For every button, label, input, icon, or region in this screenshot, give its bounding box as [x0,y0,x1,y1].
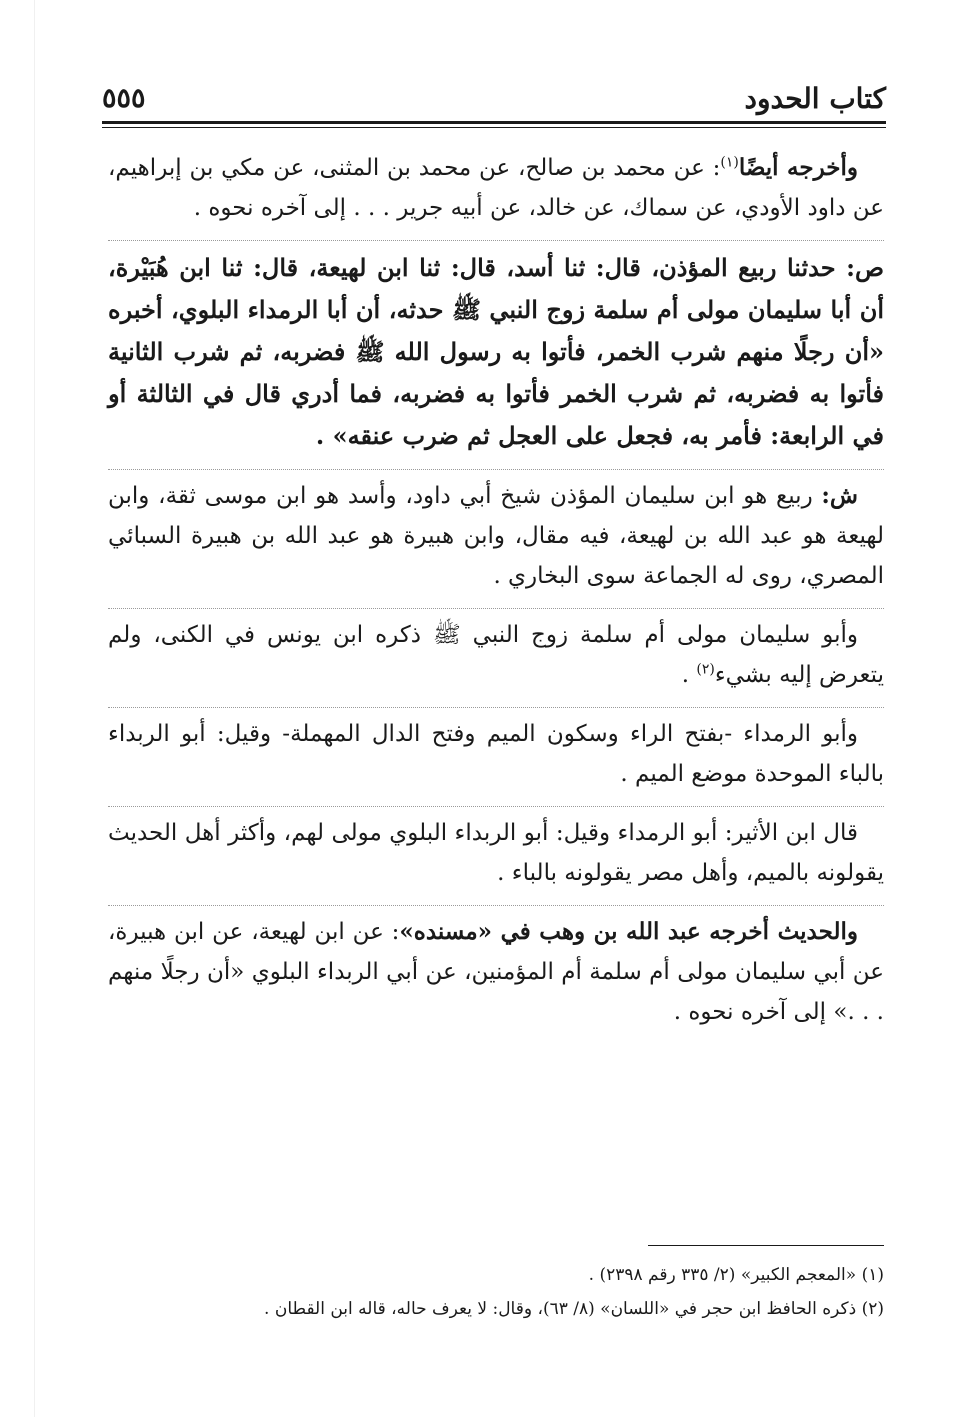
header-rule-thin [102,127,886,128]
paragraph-1-lead: وأخرجه أيضًا [738,154,858,181]
paragraph-4 [108,608,884,695]
commentary-lead: ش: [821,482,858,509]
paragraph-7-lead: والحديث أخرجه عبد الله بن وهب في «مسنده» [399,918,858,945]
footnote-separator [648,1245,884,1246]
footnotes [108,1258,884,1326]
page-number: ٥٥٥ [102,82,146,114]
header-rule-thick [102,121,886,124]
paragraph-5: وأبو الرمداء -بفتح الراء وسكون الميم وفتح الدال المهملة- وقيل: أبو الربداء بالباء الموحدة موضع الميم . [108,707,884,794]
paragraph-7 [108,905,884,1032]
page-edge-mark [34,0,35,1417]
main-text [108,148,884,1044]
footnote-1: (١) «المعجم الكبير» (٢/ ٣٣٥ رقم ٢٣٩٨) . [588,1265,884,1285]
paragraph-7-text: : عن ابن لهيعة، عن ابن هبيرة، عن أبي سليمان مولى أم سلمة أم المؤمنين، عن أبي الربداء البلوي «أن رجلًا منهم . . .» إلى آخره نحوه . [108,919,884,1025]
paragraph-6: قال ابن الأثير: أبو الرمداء وقيل: أبو الربداء البلوي مولى لهم، وأكثر أهل الحديث يقولونه بالميم، وأهل مصر يقولونه بالباء . [108,806,884,893]
paragraph-1-text: : عن محمد بن صالح، عن محمد بن المثنى، عن مكي بن إبراهيم، عن داود الأودي، عن سماك، عن خالد، عن أبيه جرير . . . إلى آخره نحوه . [108,155,884,221]
hadith-text: ص: حدثنا ربيع المؤذن، قال: ثنا أسد، قال: ثنا ابن لهيعة، قال: ثنا ابن هُبَيْرة، أن أبا سليمان مولى أم سلمة زوج النبي ﷺ حدثه، أن أبا الرمداء البلوي، أخبره «أن رجلًا منهم شرب الخمر، فأتوا به رسول الله ﷺ فضربه، ثم شرب الثانية فأتوا به فضربه، ثم شرب الخمر فأتوا به فضربه، فما أدري قال في الثالثة أو في الرابعة: فأمر به، فجعل على العجل ثم ضرب عنقه» . [108,240,884,457]
page-header [102,76,886,120]
footnote-2: (٢) ذكره الحافظ ابن حجر في «اللسان» (٨/ ٦٣)، وقال: لا يعرف حاله، قاله ابن القطان . [264,1299,884,1319]
commentary-text: ربيع هو ابن سليمان المؤذن شيخ أبي داود، وأسد هو ابن موسى ثقة، وابن لهيعة هو عبد الله بن لهيعة، فيه مقال، وابن هبيرة هو عبد الله بن هبيرة السبائي المصري، روى له الجماعة سوى البخاري . [108,483,884,589]
chapter-title: كتاب الحدود [744,81,886,115]
paragraph-commentary [108,469,884,596]
paragraph-4-text: وأبو سليمان مولى أم سلمة زوج النبي ﷺ ذكره ابن يونس في الكنى، ولم يتعرض إليه بشيء [108,622,884,688]
footnote-ref-1[interactable]: (١) [720,154,739,171]
paragraph-1 [108,148,884,228]
footnote-ref-2[interactable]: (٢) [696,661,715,678]
paragraph-4-end: . [681,662,697,688]
